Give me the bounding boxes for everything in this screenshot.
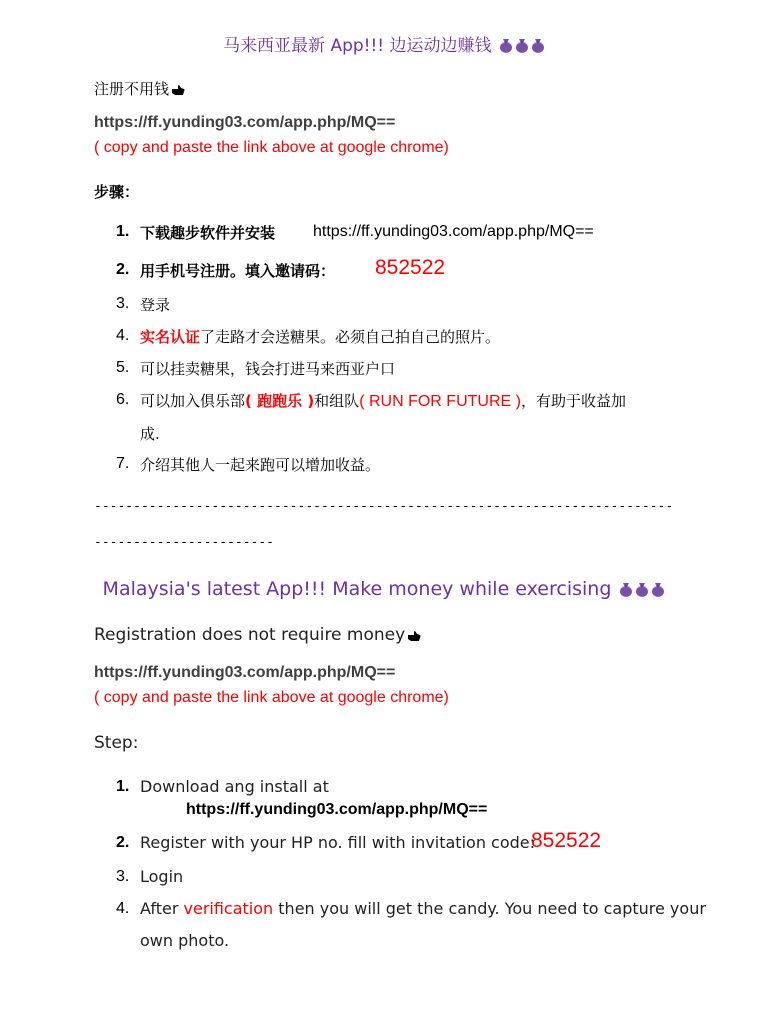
en-register-note-text: Registration does not require money — [94, 625, 406, 645]
zh-step-4-number: 4. — [116, 327, 130, 344]
money-bag-icon — [499, 38, 513, 53]
en-app-link[interactable]: https://ff.yunding03.com/app.php/MQ== — [94, 664, 396, 681]
en-step-2-text: Register with your HP no. fill with invitation code: — [140, 833, 536, 852]
money-bag-icon — [635, 582, 649, 597]
en-copy-note: ( copy and paste the link above at google chrome) — [94, 689, 449, 706]
zh-step-5-number: 5. — [116, 359, 130, 376]
zh-step-6-number: 6. — [116, 391, 130, 408]
en-title — [0, 578, 768, 600]
zh-invite-code: 852522 — [375, 256, 446, 279]
zh-title-text: 马来西亚最新 App!!! 边运动边赚钱 — [223, 36, 492, 56]
zh-step-6-text-c: ，有助于收益加 — [520, 392, 626, 410]
zh-register-note — [94, 78, 185, 100]
en-step-2-number: 2. — [116, 834, 130, 851]
en-title-text: Malaysia's latest App!!! Make money while exercising — [102, 578, 612, 600]
en-step-4-text-b: then you will get the candy. You need to capture your — [278, 899, 706, 918]
zh-step-6-text-d: 成. — [140, 425, 160, 443]
zh-step-3-text: 登录 — [140, 296, 171, 314]
zh-steps-label: 步骤： — [94, 183, 140, 201]
zh-step-4-highlight: 实名认证 — [140, 328, 201, 346]
en-step-3-number: 3. — [116, 868, 130, 885]
pointing-hand-icon — [171, 82, 185, 100]
zh-step-6-team-name: ( RUN FOR FUTURE ) — [359, 393, 521, 410]
en-step-3-text: Login — [140, 867, 184, 886]
zh-copy-note: ( copy and paste the link above at google chrome) — [94, 139, 449, 156]
money-bag-icon — [515, 38, 529, 53]
en-step-4-text-a: After — [140, 899, 179, 918]
en-register-note — [94, 625, 421, 647]
zh-step-2-text: 用手机号注册。填入邀请码： — [140, 262, 336, 280]
en-steps-label: Step: — [94, 733, 139, 753]
zh-step-1-number: 1. — [116, 223, 130, 240]
zh-step-1-text: 下载趣步软件并安装 — [140, 224, 276, 242]
zh-step-2-number: 2. — [116, 261, 130, 278]
money-bag-icon — [619, 582, 633, 597]
en-step-4-line — [140, 899, 706, 918]
money-bag-icon — [531, 38, 545, 53]
money-bag-icon — [651, 582, 665, 597]
en-step-4-number: 4. — [116, 900, 130, 917]
divider-line-1: -------------------------------------------------------------------------- — [94, 499, 674, 514]
zh-step-6-club-name: ( 跑跑乐 ) — [245, 392, 315, 410]
en-invite-code: 852522 — [531, 829, 602, 852]
zh-step-6-text-b: 和组队 — [314, 392, 360, 410]
zh-register-note-text: 注册不用钱 — [94, 80, 170, 98]
en-step-1-number: 1. — [116, 778, 130, 795]
zh-title — [0, 31, 768, 56]
zh-step-4-line — [140, 326, 500, 347]
en-step-1-link[interactable]: https://ff.yunding03.com/app.php/MQ== — [186, 801, 488, 818]
zh-step-6-line — [140, 390, 626, 411]
zh-step-7-text: 介绍其他人一起来跑可以增加收益。 — [140, 456, 381, 474]
zh-step-7-number: 7. — [116, 455, 130, 472]
zh-step-1-link[interactable]: https://ff.yunding03.com/app.php/MQ== — [313, 223, 594, 240]
zh-step-4-text: 了走路才会送糖果。必须自己拍自己的照片。 — [200, 328, 501, 346]
en-step-4-text-c: own photo. — [140, 931, 230, 950]
zh-step-6-text-a: 可以加入俱乐部 — [140, 392, 246, 410]
zh-app-link[interactable]: https://ff.yunding03.com/app.php/MQ== — [94, 114, 396, 131]
divider-line-2: ----------------------- — [94, 535, 275, 550]
zh-step-3-number: 3. — [116, 295, 130, 312]
pointing-hand-icon — [407, 627, 421, 647]
zh-step-5-text: 可以挂卖糖果，钱会打进马来西亚户口 — [140, 360, 396, 378]
en-step-1-text: Download ang install at — [140, 777, 329, 796]
en-step-4-highlight: verification — [183, 899, 274, 918]
